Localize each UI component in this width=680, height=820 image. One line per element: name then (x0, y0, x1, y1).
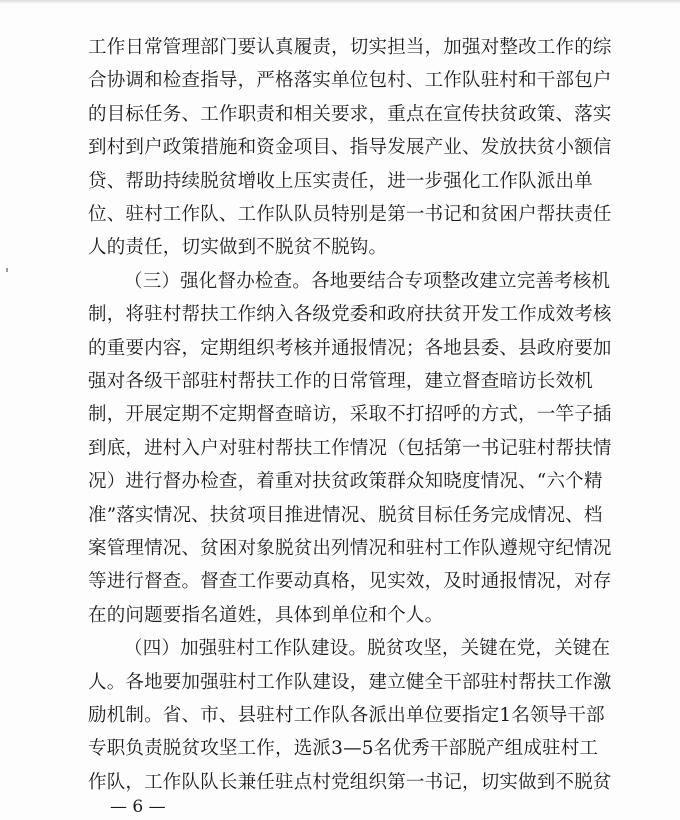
body-line-11: 强对各级干部驻村帮扶工作的日常管理，建立督查暗访长效机 (88, 371, 593, 392)
body-line-21: 励机制。省、市、县驻村工作队各派出单位要指定1名领导干部 (88, 705, 605, 726)
body-line-10: 的重要内容，定期组织考核并通报情况；各地县委、县政府要加 (88, 337, 612, 359)
section-heading-4-line: （四）加强驻村工作队建设。脱贫攻坚，关键在党，关键在 (124, 638, 611, 660)
body-line-23: 作队，工作队队长兼任驻点村党组织第一书记，切实做到不脱贫 (88, 771, 612, 793)
body-line-20: 人。各地要加强驻村工作队建设，建立健全干部驻村帮扶工作激 (88, 671, 612, 693)
body-line-4: 到村到户政策措施和资金项目、指导发展产业、发放扶贫小额信 (88, 137, 612, 159)
body-line-1: 工作日常管理部门要认真履责，切实担当，加强对整改工作的综 (88, 37, 612, 58)
body-line-5: 贷、帮助持续脱贫增收上压实责任，进一步强化工作队派出单 (88, 170, 593, 192)
body-line-9: 制，将驻村帮扶工作纳入各级党委和政府扶贫开发工作成效考核 (88, 304, 612, 326)
body-line-22: 专职负责脱贫攻坚工作，选派3—5名优秀干部脱产组成驻村工 (88, 738, 599, 760)
margin-mark (6, 268, 8, 272)
page-top-edge (0, 0, 680, 4)
body-line-12: 制，开展定期不定期督查暗访，采取不打招呼的方式，一竿子插 (88, 404, 612, 426)
body-line-16: 案管理情况、贫困对象脱贫出列情况和驻村工作队遵规守纪情况 (88, 538, 612, 559)
body-line-17: 等进行督查。督查工作要动真格，见实效，及时通报情况，对存 (88, 571, 612, 593)
page-number: — 6 — (110, 797, 166, 817)
body-line-6: 位、驻村工作队、工作队队员特别是第一书记和贫困户帮扶责任 (88, 204, 612, 225)
body-line-2: 合协调和检查指导，严格落实单位包村、工作队驻村和干部包户 (88, 70, 612, 92)
section-heading-3-line: （三）强化督办检查。各地要结合专项整改建立完善考核机 (124, 270, 611, 292)
body-line-7: 人的责任，切实做到不脱贫不脱钩。 (88, 237, 388, 259)
body-line-13: 到底，进村入户对驻村帮扶工作情况（包括第一书记驻村帮扶情 (88, 437, 612, 459)
body-line-18: 在的问题要指名道姓，具体到单位和个人。 (88, 604, 444, 626)
body-line-3: 的目标任务、工作职责和相关要求，重点在宣传扶贫政策、落实 (88, 103, 612, 125)
body-line-15: 准”落实情况、扶贫项目推进情况、脱贫目标任务完成情况、档 (88, 504, 603, 526)
body-line-14: 况）进行督办检查，着重对扶贫政策群众知晓度情况、“六个精 (88, 471, 603, 493)
